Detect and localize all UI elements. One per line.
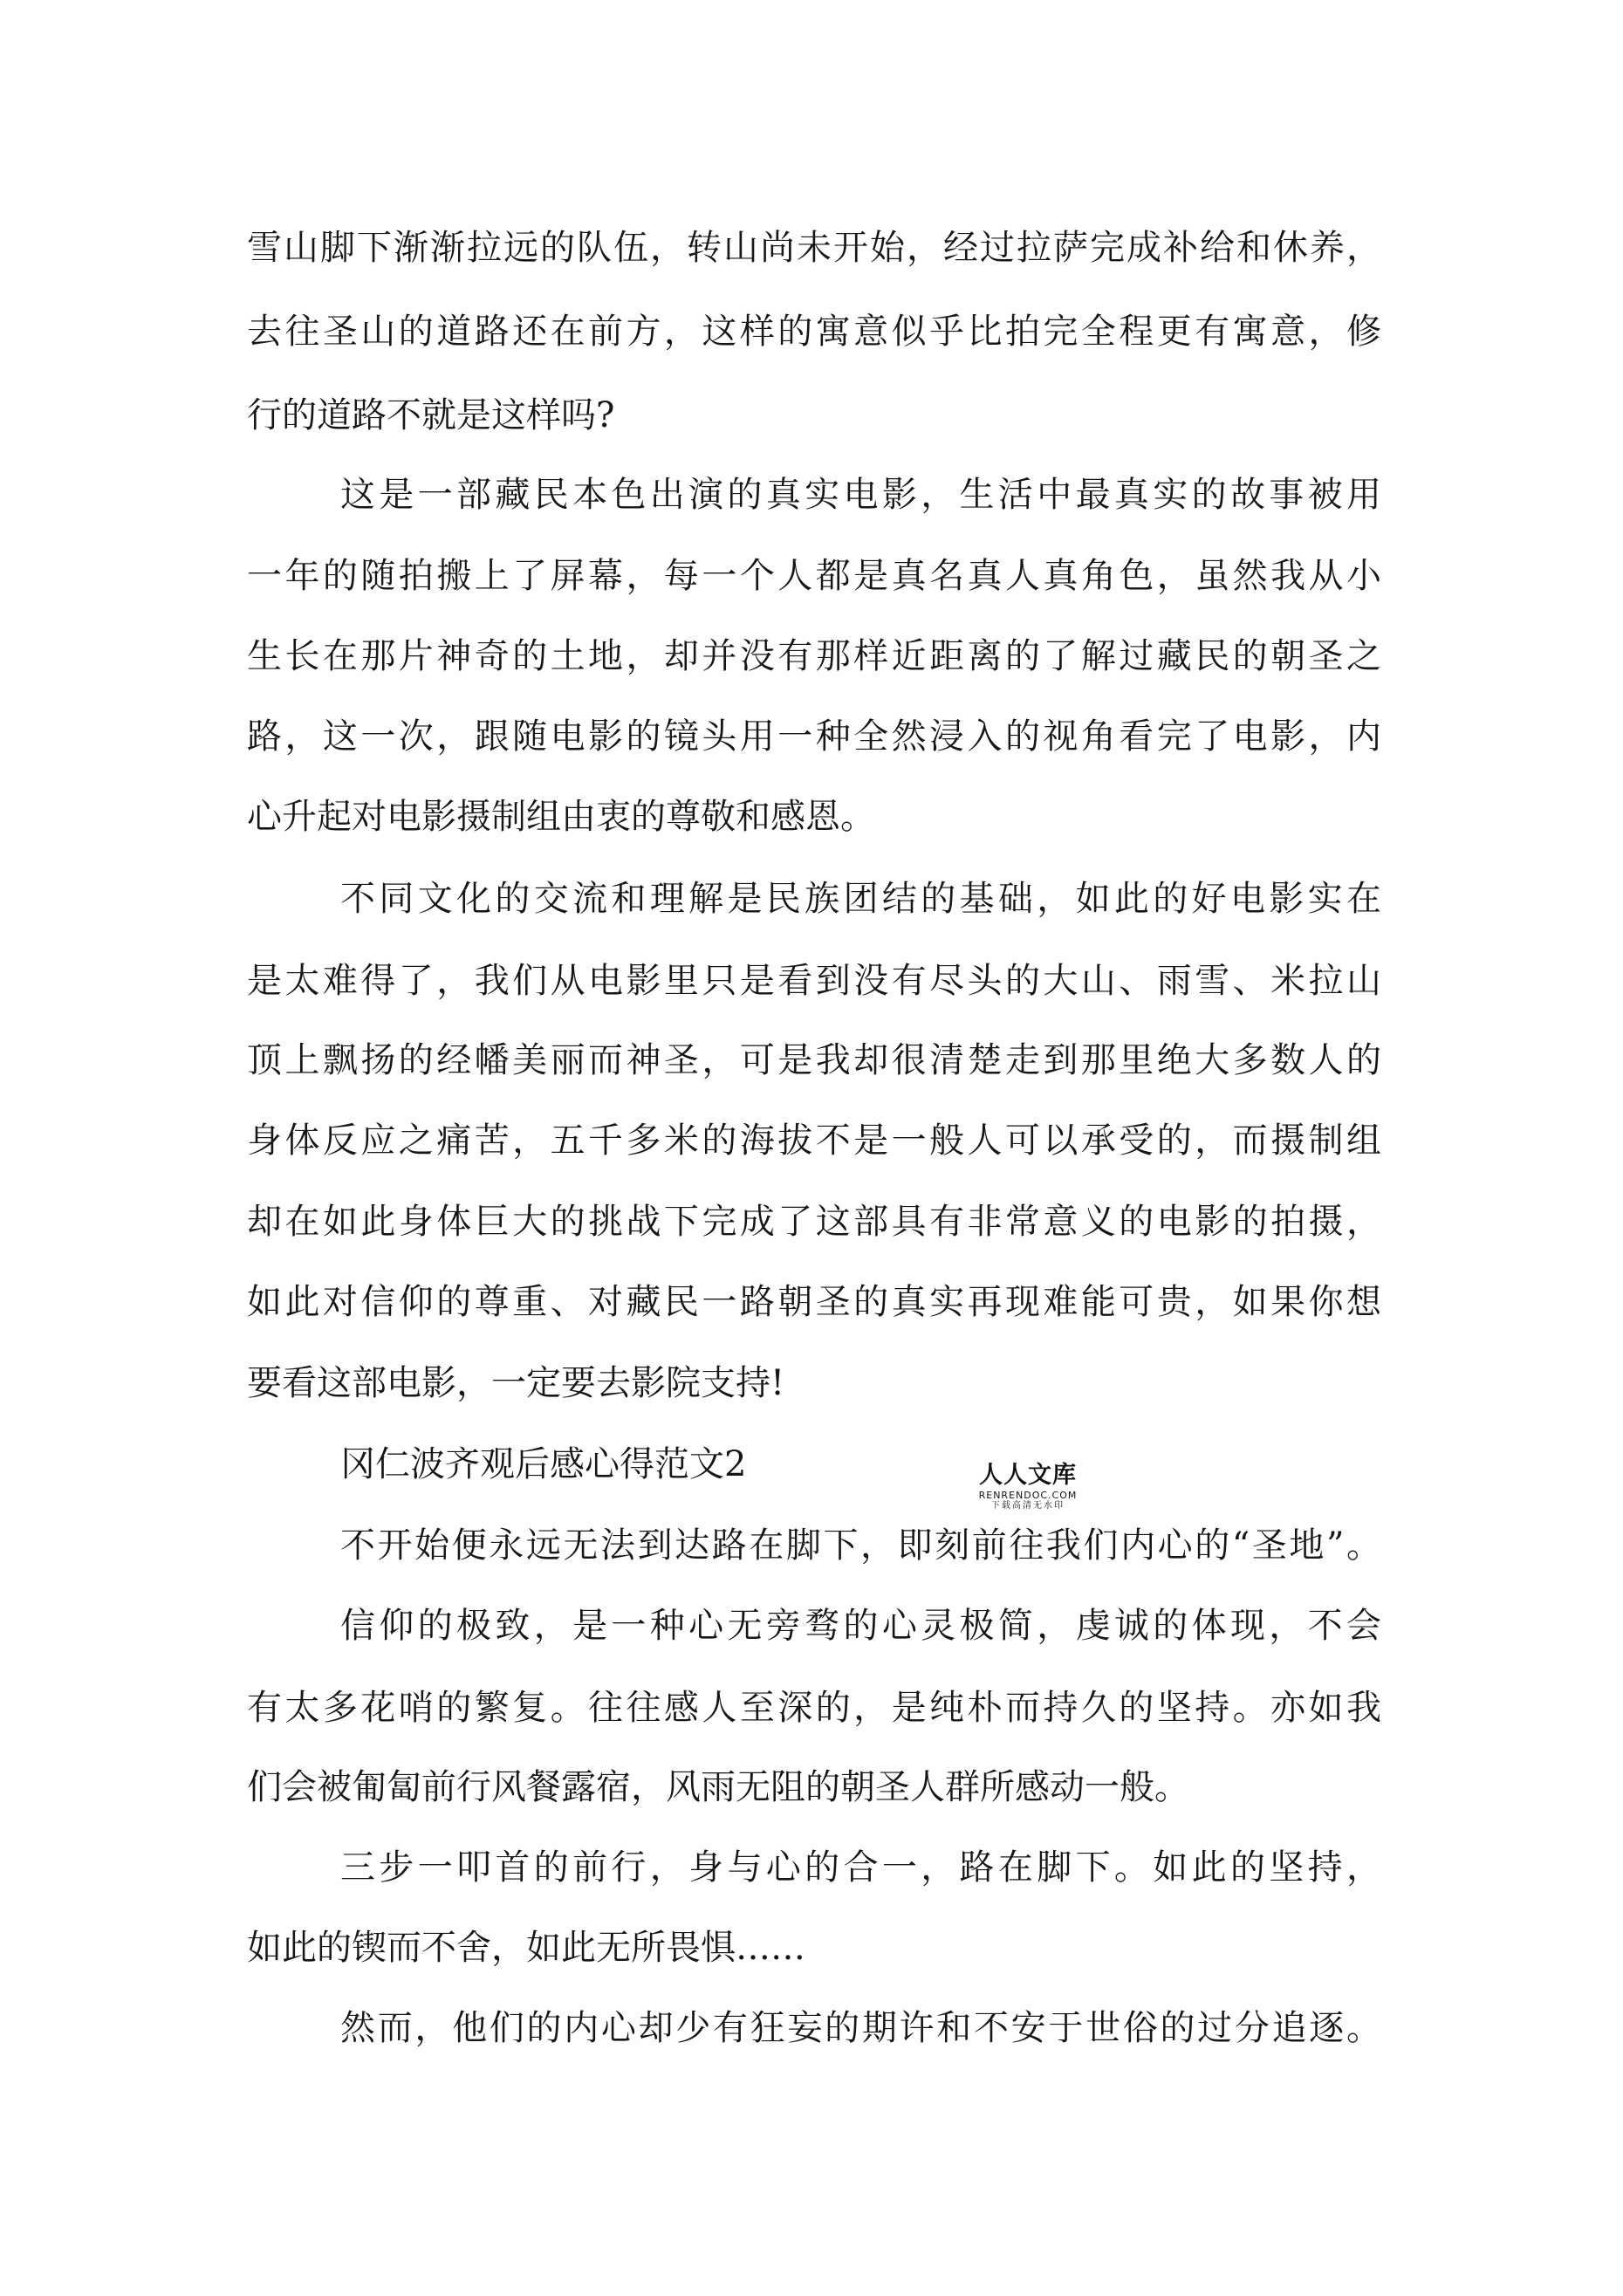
paragraph-line: 如此对信仰的尊重、对藏民一路朝圣的真实再现难能可贵，如果你想 — [247, 1282, 1381, 1322]
paragraph-line: 是太难得了，我们从电影里只是看到没有尽头的大山、雨雪、米拉山 — [247, 961, 1381, 1001]
paragraph-line: 要看这部电影，一定要去影院支持! — [247, 1363, 785, 1403]
paragraph-line: 却在如此身体巨大的挑战下完成了这部具有非常意义的电影的拍摄， — [247, 1202, 1381, 1242]
paragraph-line: 心升起对电影摄制组由衷的尊敬和感恩。 — [247, 797, 875, 837]
paragraph-line: 顶上飘扬的经幡美丽而神圣，可是我却很清楚走到那里绝大多数人的 — [247, 1040, 1381, 1080]
paragraph-line: 有太多花哨的繁复。往往感人至深的，是纯朴而持久的坚持。亦如我 — [247, 1688, 1381, 1728]
watermark-title: 人人文库 — [979, 1462, 1077, 1489]
paragraph-line: 信仰的极致，是一种心无旁骛的心灵极简，虔诚的体现，不会 — [340, 1606, 1381, 1646]
paragraph-line: 这是一部藏民本色出演的真实电影，生活中最真实的故事被用 — [340, 475, 1381, 515]
paragraph-line: 路，这一次，跟随电影的镜头用一种全然浸入的视角看完了电影，内 — [247, 716, 1381, 757]
section-heading: 冈仁波齐观后感心得范文2 — [340, 1444, 747, 1484]
paragraph-line: 去往圣山的道路还在前方，这样的寓意似乎比拍完全程更有寓意，修 — [247, 312, 1381, 352]
watermark-domain: RENRENDOC.COM — [978, 1490, 1078, 1501]
paragraph-line: 如此的锲而不舍，如此无所畏惧…… — [247, 1928, 805, 1968]
paragraph-line: 生长在那片神奇的土地，却并没有那样近距离的了解过藏民的朝圣之 — [247, 636, 1381, 676]
paragraph-line: 不开始便永远无法到达路在脚下，即刻前往我们内心的“圣地”。 — [340, 1525, 1381, 1566]
paragraph-line: 身体反应之痛苦，五千多米的海拔不是一般人可以承受的，而摄制组 — [247, 1121, 1381, 1161]
paragraph-line: 雪山脚下渐渐拉远的队伍，转山尚未开始，经过拉萨完成补给和休养， — [247, 228, 1381, 268]
paragraph-line: 三步一叩首的前行，身与心的合一，路在脚下。如此的坚持， — [340, 1847, 1381, 1888]
paragraph-line: 行的道路不就是这样吗? — [247, 395, 615, 435]
watermark-subtitle: 下载高清无水印 — [991, 1501, 1065, 1511]
paragraph-line: 不同文化的交流和理解是民族团结的基础，如此的好电影实在 — [340, 879, 1381, 919]
paragraph-line: 一年的随拍搬上了屏幕，每一个人都是真名真人真角色，虽然我从小 — [247, 556, 1381, 596]
watermark-logo — [967, 1462, 1089, 1514]
paragraph-line: 然而，他们的内心却少有狂妄的期许和不安于世俗的过分追逐。 — [340, 2008, 1381, 2048]
paragraph-line: 们会被匍匐前行风餐露宿，风雨无阻的朝圣人群所感动一般。 — [247, 1767, 1189, 1807]
